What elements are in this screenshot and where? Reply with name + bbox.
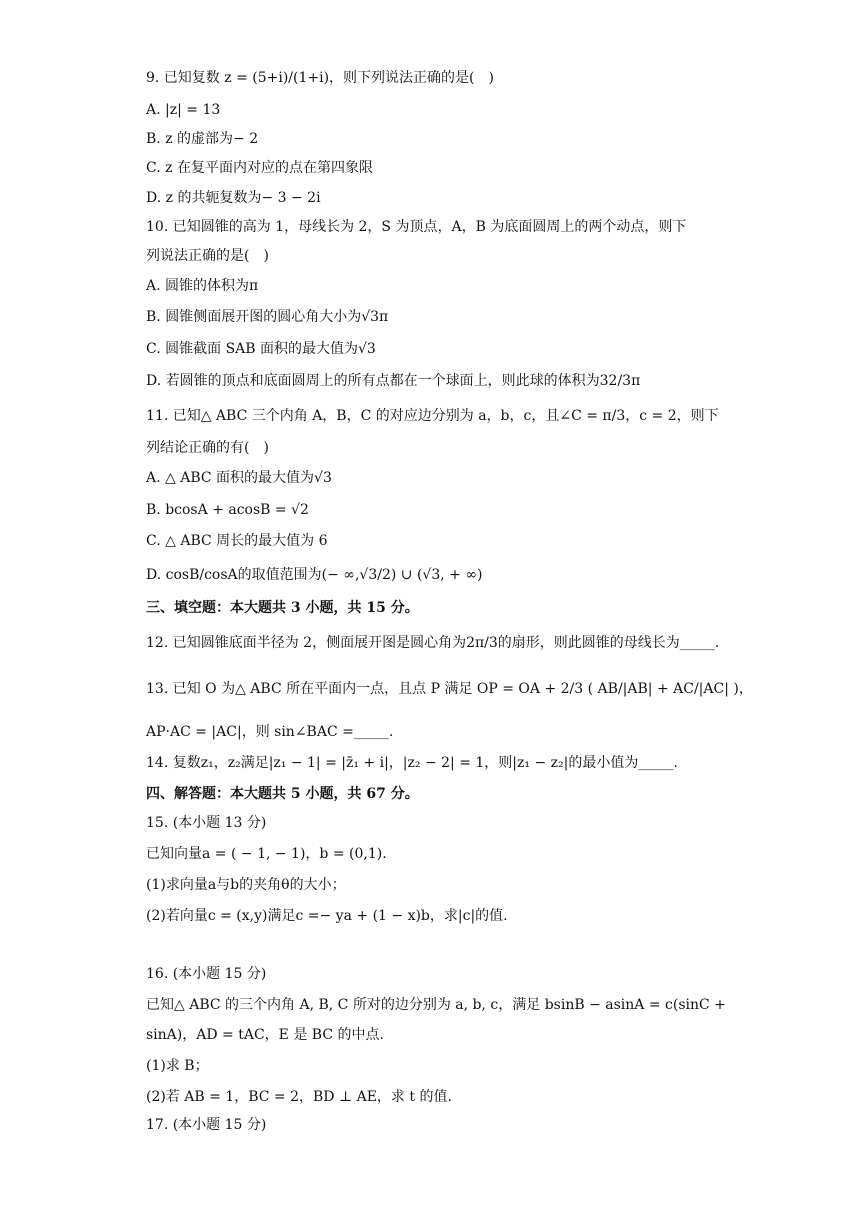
q10-stem-cont: 列说法正确的是( ) — [146, 248, 269, 264]
q10-option-d: D. 若圆锥的顶点和底面圆周上的所有点都在一个球面上，则此球的体积为32/3π — [146, 373, 641, 389]
q13-cont: AP·AC = |AC|，则 sin∠BAC =_____. — [146, 724, 394, 740]
q9-option-b: B. z 的虚部为− 2 — [146, 131, 259, 147]
q9-option-a: A. |z| = 13 — [146, 102, 221, 118]
q17-header: 17. (本小题 15 分) — [146, 1117, 267, 1133]
q9-option-d: D. z 的共轭复数为− 3 − 2i — [146, 190, 321, 206]
q14: 14. 复数z₁，z₂满足|z₁ − 1| = |z̄₁ + i|，|z₂ − 2| = 1，则|z₁ − z₂|的最小值为_____. — [146, 755, 678, 771]
q11-option-c: C. △ ABC 周长的最大值为 6 — [146, 533, 328, 549]
q10-option-a: A. 圆锥的体积为π — [146, 278, 259, 294]
q12: 12. 已知圆锥底面半径为 2，侧面展开图是圆心角为2π/3的扇形，则此圆锥的母线长为_____. — [146, 635, 720, 651]
q16-stem: 已知△ ABC 的三个内角 A, B, C 所对的边分别为 a, b, c，满足 bsinB − asinA = c(sinC + — [146, 997, 726, 1013]
q9-option-c: C. z 在复平面内对应的点在第四象限 — [146, 160, 373, 176]
q15-header: 15. (本小题 13 分) — [146, 815, 267, 831]
q9-stem: 9. 已知复数 z = (5+i)/(1+i)，则下列说法正确的是( ) — [146, 70, 494, 86]
q13: 13. 已知 O 为△ ABC 所在平面内一点，且点 P 满足 OP = OA + 2/3 ( AB/|AB| + AC/|AC| )， — [146, 681, 753, 697]
q16-part2: (2)若 AB = 1，BC = 2，BD ⊥ AE，求 t 的值. — [146, 1089, 452, 1105]
q10-option-b: B. 圆锥侧面展开图的圆心角大小为√3π — [146, 309, 389, 325]
q11-stem: 11. 已知△ ABC 三个内角 A，B，C 的对应边分别为 a，b，c，且∠C = π/3，c = 2，则下 — [146, 408, 719, 424]
q15-part2: (2)若向量c = (x,y)满足c =− ya + (1 − x)b，求|c|的值. — [146, 908, 508, 924]
q16-stem-cont: sinA)，AD = tAC，E 是 BC 的中点. — [146, 1027, 384, 1043]
q11-stem-cont: 列结论正确的有( ) — [146, 440, 269, 456]
q10-option-c: C. 圆锥截面 SAB 面积的最大值为√3 — [146, 341, 376, 357]
section-solution-heading: 四、解答题：本大题共 5 小题，共 67 分。 — [146, 786, 419, 802]
q11-option-b: B. bcosA + acosB = √2 — [146, 502, 309, 518]
q15-stem: 已知向量a = ( − 1, − 1)，b = (0,1). — [146, 846, 387, 862]
q16-header: 16. (本小题 15 分) — [146, 966, 267, 982]
section-fill-in-heading: 三、填空题：本大题共 3 小题，共 15 分。 — [146, 600, 419, 616]
q15-part1: (1)求向量a与b的夹角θ的大小； — [146, 877, 346, 893]
q10-stem: 10. 已知圆锥的高为 1，母线长为 2，S 为顶点，A，B 为底面圆周上的两个动点，则下 — [146, 219, 687, 235]
q11-option-a: A. △ ABC 面积的最大值为√3 — [146, 470, 332, 486]
q16-part1: (1)求 B； — [146, 1058, 209, 1074]
q11-option-d: D. cosB/cosA的取值范围为(− ∞,√3/2) ∪ (√3, + ∞) — [146, 567, 483, 583]
